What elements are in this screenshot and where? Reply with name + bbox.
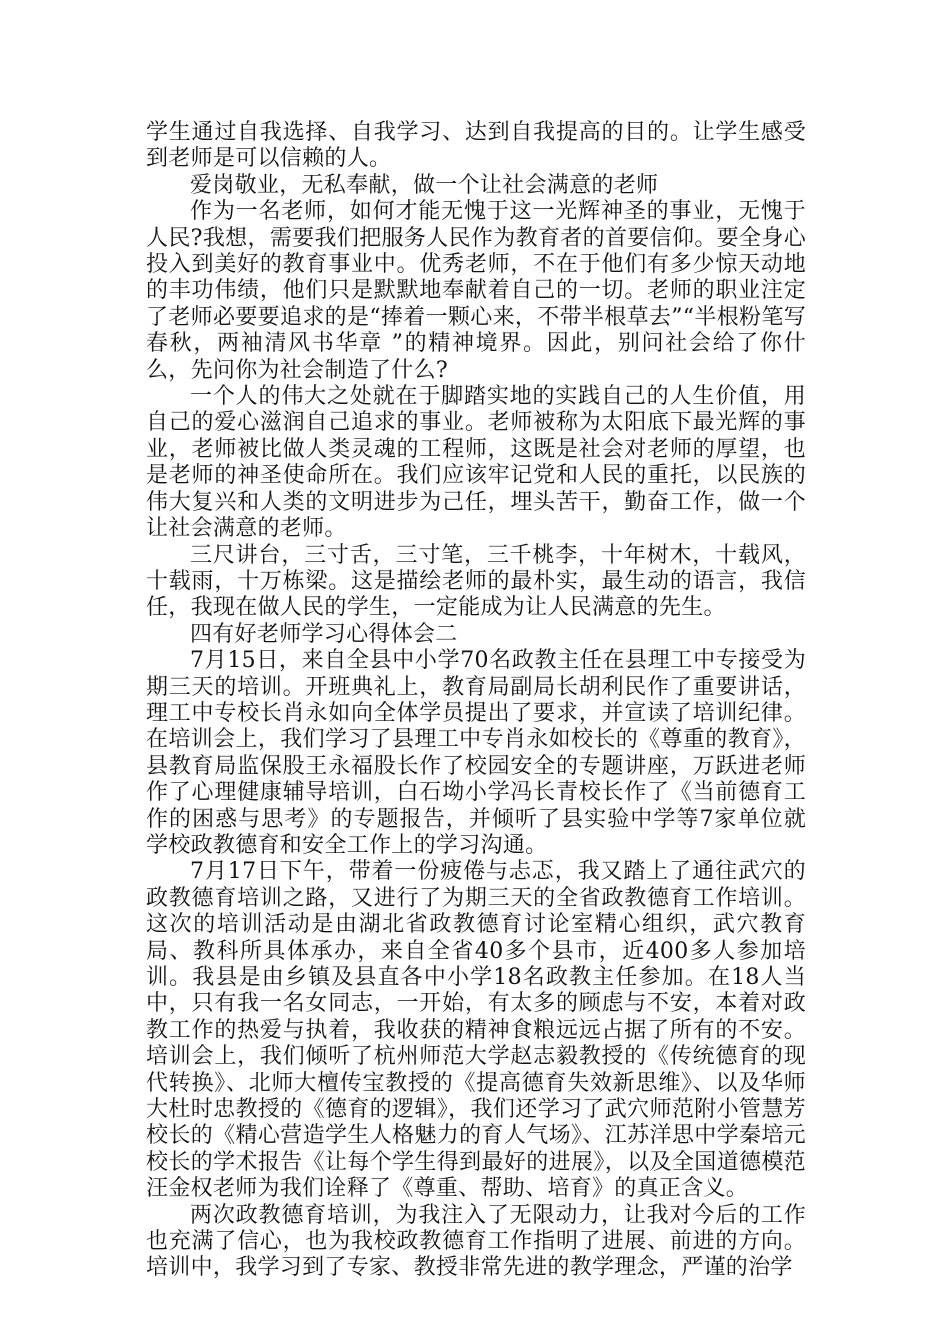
- section-heading-2: 四有好老师学习心得体会二: [190, 621, 458, 647]
- paragraph-6: 7月17日下午，带着一份疲倦与忐忑，我又踏上了通往武穴的政教德育培训之路，又进行了为期三天的全省政教德育工作培训。这次的培训活动是由湖北省政教德育讨论室精心组织，武穴教育局、教科所具体承办，来自全省40多个县市，近400多人参加培训。我县是由乡镇及县直各中小学18名政教主任参加。在18人当中，只有我一名女同志，一开始，有太多的顾虑与不安，本着对政教工作的热爱与执着，我收获的精神食粮远远占据了所有的不安。培训会上，我们倾听了杭州师范大学赵志毅教授的《传统德育的现代转换》、北师大檀传宝教授的《提高德育失效新思维》、以及华师大杜时忠教授的《德育的逻辑》，我们还学习了武穴师范附小管慧芳校长的《精心营造学生人格魅力的育人气场》、江苏洋思中学秦培元校长的学术报告《让每个学生得到最好的进展》，以及全国道德模范汪金权老师为我们诠释了《尊重、帮助、培育》的真正含义。: [146, 859, 806, 1202]
- paragraph-2: 作为一名老师，如何才能无愧于这一光辉神圣的事业，无愧于人民?我想，需要我们把服务人民作为教育者的首要信仰。要全身心投入到美好的教育事业中。优秀老师，不在于他们有多少惊天动地的丰功伟绩，他们只是默默地奉献着自己的一切。老师的职业注定了老师必要要追求的是“捧着一颗心来，不带半根草去”“半根粉笔写春秋，两袖清风书华章 ”的精神境界。因此，别问社会给了你什么，先问你为社会制造了什么?: [146, 199, 806, 383]
- paragraph-5: 7月15日，来自全县中小学70名政教主任在县理工中专接受为期三天的培训。开班典礼上，教育局副局长胡利民作了重要讲话，理工中专校长肖永如向全体学员提出了要求，并宣读了培训纪律。在培训会上，我们学习了县理工中专肖永如校长的《尊重的教育》，县教育局监保股王永福股长作了校园安全的专题讲座，万跃进老师作了心理健康辅导培训，白石坳小学冯长青校长作了《当前德育工作的困惑与思考》的专题报告，并倾听了县实验中学等7家单位就学校政教德育和安全工作上的学习沟通。: [146, 648, 806, 858]
- paragraph-3: 一个人的伟大之处就在于脚踏实地的实践自己的人生价值，用自己的爱心滋润自己追求的事业。老师被称为太阳底下最光辉的事业，老师被比做人类灵魂的工程师，这既是社会对老师的厚望，也是老师的神圣使命所在。我们应该牢记党和人民的重托，以民族的伟大复兴和人类的文明进步为己任，埋头苦干，勤奋工作，做一个让社会满意的老师。: [146, 384, 806, 542]
- section-heading-1: 爱岗敬业，无私奉献，做一个让社会满意的老师: [190, 172, 659, 198]
- paragraph-7: 两次政教德育培训，为我注入了无限动力，让我对今后的工作也充满了信心，也为我校政教德育工作指明了进展、前进的方向。培训中，我学习到了专家、教授非常先进的教学理念，严谨的治学: [146, 1202, 806, 1281]
- document-page: [146, 120, 806, 1282]
- paragraph-4: 三尺讲台，三寸舌，三寸笔，三千桃李，十年树木，十载风，十载雨，十万栋梁。这是描绘老师的最朴实，最生动的语言，我信任，我现在做人民的学生，一定能成为让人民满意的先生。: [146, 542, 806, 621]
- paragraph-1: 学生通过自我选择、自我学习、达到自我提高的目的。让学生感受到老师是可以信赖的人。: [146, 120, 806, 172]
